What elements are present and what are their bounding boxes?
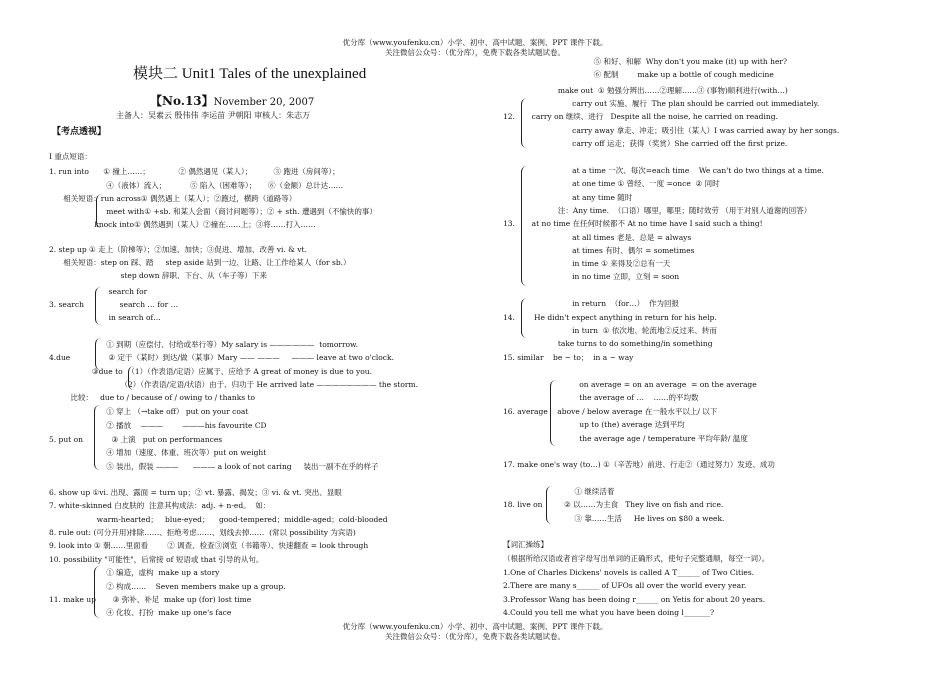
left-col-line: ⑤ 装出，假装 ——— ——— a look of not caring 装出一副不在乎的样子 bbox=[49, 462, 379, 471]
doc-number-line bbox=[150, 92, 314, 109]
right-col-line: 13. at no time 在任何时候都不 At no time have I said such a thing! bbox=[503, 219, 763, 228]
left-col-line: 相关短语：run across① 偶然遇上（某人）；②跑过，横跨（道路等） bbox=[49, 194, 297, 203]
right-col-line: 注：Any time. （口语）哪里，哪里；随时效劳 （用于对别人道谢的回答） bbox=[503, 206, 812, 215]
doc-title: 模块二 Unit1 Tales of the unexplained bbox=[133, 66, 367, 82]
left-col-line: ④ 增加（速度、体重、班次等）put on weight bbox=[49, 448, 267, 457]
right-col-line: at one time ① 曾经、一度 =once ② 同时 bbox=[503, 179, 720, 188]
right-col-line: ⑤ 和好、和解 Why don't you make (it) up with her? bbox=[503, 57, 788, 66]
right-col-line: 17. make one's way (to…) ①（辛苦地）前进、行走②（通过努力）发迹、成功 bbox=[503, 460, 775, 469]
left-col-line: 4.due ② 定于（某时）到达/做（某事）Mary —— ——— ——— leave at two o'clock. bbox=[49, 353, 394, 362]
right-col-line: on average = on an average = on the average bbox=[503, 380, 757, 389]
left-col-line: warm-hearted； blue-eyed； good-tempered；middle-aged；cold-blooded bbox=[49, 515, 388, 524]
page-footer bbox=[0, 622, 950, 642]
left-col-line: 5. put on ③ 上演 put on performances bbox=[49, 435, 223, 444]
left-col-line: ① 到期（应偿付、付给或举行等）My salary is —————— tomorrow. bbox=[49, 340, 358, 349]
brace-due-to bbox=[128, 366, 134, 390]
right-col-line: 1.One of Charles Dickens' novels is called A T______ of Two Cities. bbox=[503, 568, 755, 577]
right-col-line: 2.There are many s______ of UFOs all over the world every year. bbox=[503, 581, 747, 590]
left-col-line: meet with① +sb. 和某人会面（商讨问题等）；② + sth. 遭遇到（不愉快的事） bbox=[49, 207, 377, 216]
right-col-line: carry out 实施、履行 The plan should be carried out immediately. bbox=[503, 99, 820, 108]
right-col-line: up to (the) average 达到平均 bbox=[503, 420, 685, 429]
right-col-line: at a time 一次、每次=each time We can't do two things at a time. bbox=[503, 166, 824, 175]
left-col-line: 9. look into ① 朝……里面看 ② 调查、检查③浏览（书籍等）、快速翻查 = look through bbox=[49, 541, 369, 550]
right-col-line: ① 继续活着 bbox=[503, 487, 615, 496]
left-col-line: ② 播放 ——— ———his favourite CD bbox=[49, 421, 267, 430]
right-col-line: 4.Could you tell me what you have been doing l_______? bbox=[503, 608, 715, 617]
left-col-line: ① 穿上 （→take off） put on your coat bbox=[49, 407, 249, 416]
brace-in-return bbox=[521, 298, 527, 338]
right-col-line: the average age / temperature 平均年龄/ 温度 bbox=[503, 434, 748, 443]
brace-search bbox=[95, 287, 101, 325]
left-col-line: 8. rule out: (可分开用)排除……、拒绝考虑……、划线去掉…… (常以 possibility 为宾语) bbox=[49, 528, 356, 537]
left-col-line: I 重点短语： bbox=[49, 152, 92, 161]
left-col-line: 1. run into ① 撞上……； ② 偶然遇见（某人）； ③ 跑进（房间等）； bbox=[49, 167, 340, 176]
doc-date: November 20, 2007 bbox=[213, 97, 315, 108]
right-col-line: carry away 拿走、冲走；吸引住（某人）I was carried away by her songs. bbox=[503, 126, 840, 135]
right-col-line: 【词汇操练】 bbox=[503, 540, 548, 549]
header-line-2: 关注微信公众号：（优分库），免费下载各类试题试卷。 bbox=[385, 48, 565, 57]
left-col-line: 2. step up ① 走上（阶梯等）；②加速、加快；③促进、增加、改善 vi. & vt. bbox=[49, 245, 307, 254]
brace-make-up bbox=[94, 566, 100, 618]
right-col-line: the average of … ……的平均数 bbox=[503, 393, 699, 402]
right-col-line: at times 有时、偶尔 = sometimes bbox=[503, 246, 695, 255]
footer-line-1: 优分库（www.youfenku.cn）小学、初中、高中试题、案例、PPT 课件下载。 bbox=[342, 622, 608, 631]
left-col-line: 11. make up ③ 弥补、补足 make up (for) lost time bbox=[49, 595, 252, 604]
right-col-line: ③ 靠……生活 He lives on $80 a week. bbox=[503, 514, 725, 523]
header-line-1: 优分库（www.youfenku.cn）小学、初中、高中试题、案例、PPT 课件下载。 bbox=[342, 38, 608, 47]
right-col-line: in return （for…） 作为回报 bbox=[503, 299, 679, 308]
left-col-line: ④ 化妆、打扮 make up one's face bbox=[49, 608, 232, 617]
footer-line-2: 关注微信公众号：（优分库），免费下载各类试题试卷。 bbox=[385, 632, 565, 641]
left-col-line: 6. show up ①vi. 出现、露面 = turn up；② vt. 暴露、揭发；③ vi. & vt. 突出、显眼 bbox=[49, 488, 342, 497]
right-col-line: 18. live on ② 以……为主食 They live on fish and rice. bbox=[503, 500, 724, 509]
right-col-line: 14. He didn't expect anything in return for his help. bbox=[503, 313, 717, 322]
brace-live-on bbox=[546, 486, 552, 524]
right-col-line: at any time 随时 bbox=[503, 193, 633, 202]
left-col-line: in search of… bbox=[49, 313, 161, 322]
right-col-line: at all times 老是、总是 = always bbox=[503, 233, 692, 242]
left-col-line: 7. white-skinned 白皮肤的 注意其构成法：adj. + n-ed。 如： bbox=[49, 501, 271, 510]
left-col-line: 10. possibility "可能性"，后常接 of 短语或 that 引导的从句。 bbox=[49, 555, 264, 564]
left-col-line: knock into① 偶然遇到（某人）②撞在……上；③将……打入…… bbox=[49, 220, 316, 229]
left-col-line: ④（液体）流入； ⑤ 陷入（困难等）； ⑥（金额）总计达…… bbox=[49, 181, 344, 190]
right-col-line: ⑥ 配制 make up a bottle of cough medicine bbox=[503, 70, 774, 79]
left-col-line: step down 辞职、下台、从（车子等）下来 bbox=[49, 271, 267, 280]
brace-carry bbox=[521, 98, 527, 148]
doc-authors: 主备人：吴素云 殷伟伟 李运苗 尹朝阳 审核人：朱志万 bbox=[116, 111, 311, 120]
left-col-line: 3. search search … for … bbox=[49, 300, 179, 309]
right-col-line: in turn ① 依次地、轮流地②反过来、转而 bbox=[503, 326, 717, 335]
brace-at-time bbox=[521, 166, 527, 286]
right-col-line: 15. similar be ~ to； in a ~ way bbox=[503, 353, 634, 362]
right-col-line: take turns to do something/in something bbox=[503, 339, 713, 348]
right-col-line: 3.Professor Wang has been doing r______ on Yetis for about 20 years. bbox=[503, 595, 766, 604]
right-col-line: make out ① 勉强分辨出……②理解……③ (事物)顺利进行(with…) bbox=[503, 86, 788, 95]
right-col-line: 12. carry on 继续、进行 Despite all the noise, he carried on reading. bbox=[503, 112, 778, 121]
left-col-line: 相关短语：step on 踩、踏 step aside 站到一边、让路、让工作给某人（for sb.） bbox=[49, 258, 351, 267]
section-heading: 【考点透视】 bbox=[52, 127, 107, 137]
brace-average bbox=[550, 380, 556, 446]
left-col-line: ① 编造，虚构 make up a story bbox=[49, 568, 220, 577]
left-col-line: （2）（作表语/定语/状语）由于、归功于 He arrived late ———————— the storm. bbox=[49, 380, 418, 389]
right-col-line: 16. average above / below average 在一般水平以上/ 以下 bbox=[503, 407, 718, 416]
brace-due bbox=[95, 338, 101, 370]
right-col-line: in no time 立即，立刻 = soon bbox=[503, 272, 680, 281]
right-col-line: （根据所给汉语或者首字母写出单词的正确形式，使句子完整通顺，每空一词）。 bbox=[503, 554, 770, 563]
brace-put-on bbox=[94, 405, 100, 470]
left-col-line: ③due to （1）（作表语/定语）应属于、应给予 A great of money is due to you. bbox=[49, 367, 372, 376]
page-header bbox=[0, 38, 950, 58]
right-col-line: in time ① 来得及②总有一天 bbox=[503, 259, 671, 268]
left-col-line: 比较： due to / because of / owing to / thanks to bbox=[49, 393, 256, 402]
right-col-line: carry off 运走；获得（奖赏）She carried off the first prize. bbox=[503, 139, 788, 148]
left-col-line: search for bbox=[49, 287, 148, 296]
doc-number: 【No.13】 bbox=[150, 94, 214, 108]
left-col-line: ② 构成…… Seven members make up a group. bbox=[49, 582, 286, 591]
brace-run-into bbox=[96, 194, 102, 228]
